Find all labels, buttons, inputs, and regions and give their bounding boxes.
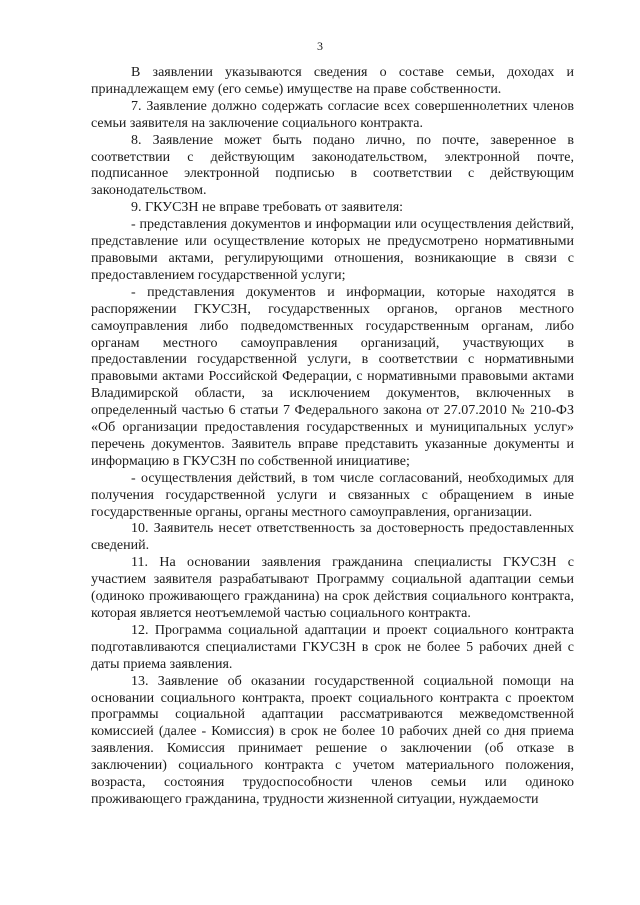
paragraph-10-responsibility: 10. Заявитель несет ответственность за достоверность предоставленных сведений.: [91, 521, 574, 554]
paragraph-7-consent: 7. Заявление должно содержать согласие всех совершеннолетних членов семьи заявителя на заключение социального контракта.: [91, 98, 574, 131]
paragraph-9-heading: 9. ГКУСЗН не вправе требовать от заявителя:: [131, 200, 404, 216]
paragraph-9-item-2: - представления документов и информации, которые находятся в распоряжении ГКУСЗН, государственных органов, органов местного самоуправления либо подведомственных государственным органам, либо органам местного самоуправления организаций, участвующих в предоставлении государственной услуги, в соответствии с нормативными правовыми актами Российской Федерации, с нормативными правовыми актами Владимирской области, за исключением документов, включенных в определенный частью 6 статьи 7 Федерального закона от 27.07.2010 № 210-ФЗ «Об организации предоставления государственных и муниципальных услуг» перечень документов. Заявитель вправе представить указанные документы и информацию в ГКУСЗН по собственной инициативе;: [91, 284, 574, 469]
paragraph-9-item-3: - осуществления действий, в том числе согласований, необходимых для получения государственной услуги и связанных с обращением в иные государственные органы, органы местного самоуправления, организации.: [91, 470, 574, 520]
paragraph-13-commission: 13. Заявление об оказании государственной социальной помощи на основании социального контракта, проект социального контракта с проектом программы социальной адаптации рассматриваются межведомственной комиссией (далее - Комиссия) в срок не более 10 рабочих дней со дня приема заявления. Комиссия принимает решение о заключении (об отказе в заключении) социального контракта с учетом материального положения, возраста, состояния трудоспособности членов семьи или одиноко проживающего гражданина, трудности жизненной ситуации, нуждаемости: [91, 673, 574, 807]
paragraph-12-preparation: 12. Программа социальной адаптации и проект социального контракта подготавливаются специалистами ГКУСЗН в срок не более 5 рабочих дней с даты приема заявления.: [91, 622, 574, 672]
paragraph-property-info: В заявлении указываются сведения о составе семьи, доходах и принадлежащем ему (его семье) имуществе на праве собственности.: [91, 65, 574, 97]
paragraph-11-program: 11. На основании заявления гражданина специалисты ГКУСЗН с участием заявителя разрабатывают Программу социальной адаптации семьи (одиноко проживающего гражданина) на срок действия социального контракта, которая является неотъемлемой частью социального контракта.: [91, 555, 574, 621]
paragraph-8-submission: 8. Заявление может быть подано лично, по почте, заверенное в соответствии с действующим законодательством, электронной почте, подписанное электронной подписью в соответствии с действующим законодательством.: [91, 132, 574, 199]
page-number: 3: [317, 39, 323, 53]
paragraph-9-item-1: - представления документов и информации или осуществления действий, представление или осуществление которых не предусмотрено нормативными правовыми актами, регулирующими отношения, возникающие в связи с предоставлением государственной услуги;: [91, 217, 574, 283]
document-body: [91, 65, 574, 809]
